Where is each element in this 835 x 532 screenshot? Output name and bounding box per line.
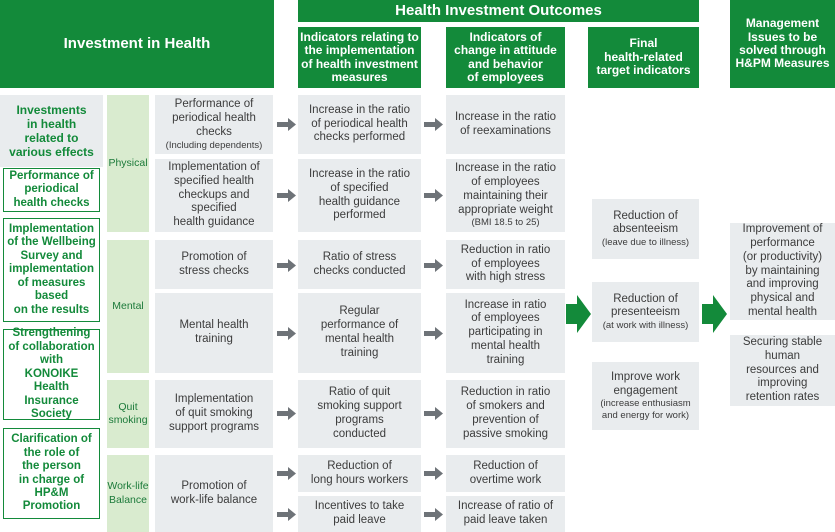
final-presenteeism [592, 282, 699, 342]
left-item-collaboration: Strengthening of collaboration with KONOIKE Health Insurance Society [3, 329, 100, 420]
attitude-reexaminations: Increase in the ratio of reexaminations [446, 95, 565, 154]
left-item-role-clarification: Clarification of the role of the person in charge of HP&M Promotion [3, 428, 100, 519]
final-text: Improve work engagement [610, 370, 681, 397]
arrow-right-icon [424, 259, 443, 272]
arrow-right-icon [424, 467, 443, 480]
left-item-wellbeing-survey: Implementation of the Wellbeing Survey and implementation of measures based on the results [3, 218, 100, 322]
header-attitude: Indicators of change in attitude and behavior of employees [446, 27, 565, 88]
investment-specified-checkups: Implementation of specified health checkups and specified health guidance [155, 159, 273, 232]
implementation-paid-leave: Incentives to take paid leave [298, 496, 421, 532]
arrow-right-icon [277, 118, 296, 131]
attitude-paid-leave: Increase of ratio of paid leave taken [446, 496, 565, 532]
final-engagement [592, 362, 699, 430]
arrow-right-icon [424, 327, 443, 340]
header-management: Management Issues to be solved through H&PM Measures [730, 0, 835, 88]
implementation-long-hours: Reduction of long hours workers [298, 455, 421, 492]
management-performance: Improvement of performance (or productivity) by maintaining and improving physical and mental health [730, 223, 835, 320]
attitude-training-participation: Increase in ratio of employees participating in mental health training [446, 293, 565, 373]
investment-mental-training: Mental health training [155, 293, 273, 373]
category-mental: Mental [107, 240, 149, 373]
attitude-high-stress: Reduction in ratio of employees with high stress [446, 240, 565, 289]
arrow-right-icon [277, 508, 296, 521]
implementation-stress-checks: Ratio of stress checks conducted [298, 240, 421, 289]
final-note: (leave due to illness) [601, 237, 690, 249]
attitude-smokers: Reduction in ratio of smokers and prevention of passive smoking [446, 380, 565, 448]
attitude-appropriate-weight [446, 159, 565, 232]
big-green-arrow-icon [566, 295, 591, 333]
implementation-quit-smoking: Ratio of quit smoking support programs conducted [298, 380, 421, 448]
investment-stress-checks: Promotion of stress checks [155, 240, 273, 289]
category-quit-smoking: Quit smoking [107, 380, 149, 448]
big-green-arrow-icon [702, 295, 727, 333]
arrow-right-icon [277, 467, 296, 480]
arrow-right-icon [277, 327, 296, 340]
final-absenteeism [592, 199, 699, 259]
arrow-right-icon [277, 407, 296, 420]
header-outcomes: Health Investment Outcomes [298, 0, 699, 22]
category-work-life-balance: Work-life Balance [107, 455, 149, 532]
header-implementation: Indicators relating to the implementation of health investment measures [298, 27, 421, 88]
left-column-title: Investments in health related to various effects [0, 95, 103, 167]
arrow-right-icon [424, 189, 443, 202]
arrow-right-icon [424, 118, 443, 131]
attitude-overtime: Reduction of overtime work [446, 455, 565, 492]
investment-note: (Including dependents) [165, 139, 263, 151]
investment-work-life: Promotion of work-life balance [155, 455, 273, 532]
arrow-right-icon [424, 407, 443, 420]
implementation-periodical-checks: Increase in the ratio of periodical health checks performed [298, 95, 421, 154]
implementation-specified-guidance: Increase in the ratio of specified health guidance performed [298, 159, 421, 232]
arrow-right-icon [424, 508, 443, 521]
management-retention: Securing stable human resources and improving retention rates [730, 335, 835, 406]
investment-quit-smoking: Implementation of quit smoking support programs [155, 380, 273, 448]
investment-text: Performance of periodical health checks [172, 98, 256, 138]
arrow-right-icon [277, 259, 296, 272]
left-item-health-checks: Performance of periodical health checks [3, 168, 100, 212]
final-note: (increase enthusiasm and energy for work) [600, 398, 691, 421]
header-final: Final health-related target indicators [588, 27, 699, 88]
category-physical: Physical [107, 95, 149, 232]
final-note: (at work with illness) [602, 320, 689, 332]
header-investment: Investment in Health [0, 0, 274, 88]
arrow-right-icon [277, 189, 296, 202]
final-text: Reduction of absenteeism [612, 209, 679, 236]
attitude-note: (BMI 18.5 to 25) [471, 217, 540, 229]
investment-periodical-checks [155, 95, 273, 154]
final-text: Reduction of presenteeism [610, 292, 681, 319]
attitude-text: Increase in the ratio of employees maintaining their appropriate weight [454, 162, 556, 216]
implementation-mental-training: Regular performance of mental health training [298, 293, 421, 373]
